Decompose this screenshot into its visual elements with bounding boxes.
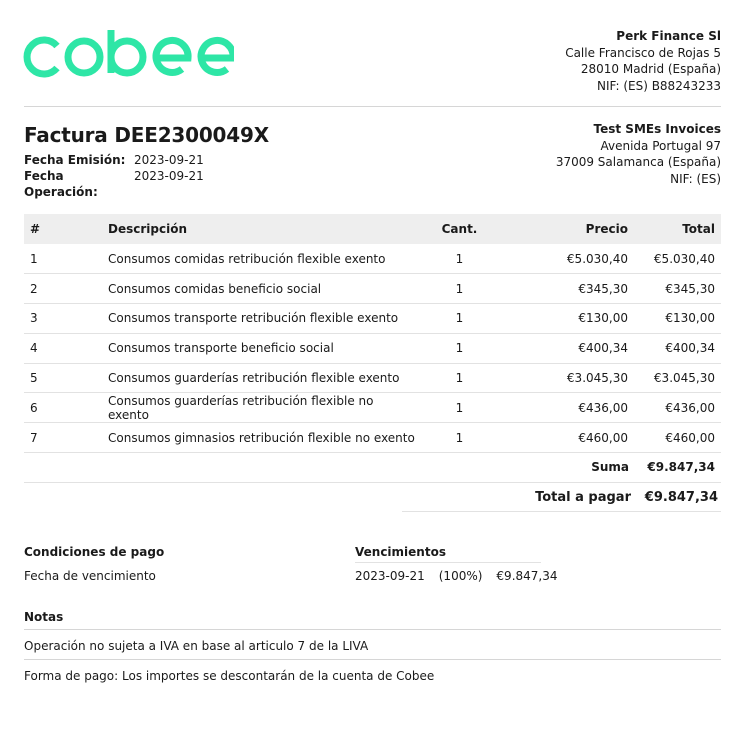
grand-total-value: €9.847,34 [644, 490, 718, 505]
table-row [24, 274, 721, 304]
row-quantity: 1 [422, 423, 497, 453]
row-number: 6 [24, 393, 102, 423]
row-description: Consumos guarderías retribución flexible no exento [102, 393, 422, 423]
buyer-info [556, 121, 721, 187]
invoice-title: Factura DEE2300049X [24, 123, 269, 147]
payment-conditions-value: Fecha de vencimiento [24, 569, 156, 583]
operation-date-label: Fecha Operación: [24, 169, 98, 199]
seller-address-line-1: Calle Francisco de Rojas 5 [565, 45, 721, 60]
row-price: €436,00 [497, 393, 634, 423]
cobee-logo [22, 28, 234, 84]
row-quantity: 1 [422, 274, 497, 304]
row-price: €400,34 [497, 333, 634, 363]
due-dates-label: Vencimientos [355, 545, 541, 563]
row-price: €345,30 [497, 274, 634, 304]
table-row [24, 363, 721, 393]
row-price: €130,00 [497, 304, 634, 334]
row-total: €3.045,30 [634, 363, 721, 393]
note-vat: Operación no sujeta a IVA en base al articulo 7 de la LIVA [24, 639, 721, 660]
row-description: Consumos comidas retribución flexible exento [102, 244, 422, 274]
issue-date-value: 2023-09-21 [134, 153, 204, 167]
row-number: 2 [24, 274, 102, 304]
table-row [24, 423, 721, 453]
row-total: €436,00 [634, 393, 721, 423]
row-number: 7 [24, 423, 102, 453]
subtotal-value: €9.847,34 [647, 460, 715, 474]
header-number: # [30, 222, 41, 236]
row-total: €5.030,40 [634, 244, 721, 274]
row-description: Consumos comidas beneficio social [102, 274, 422, 304]
row-number: 1 [24, 244, 102, 274]
payment-conditions-label: Condiciones de pago [24, 545, 165, 559]
row-total: €400,34 [634, 333, 721, 363]
row-total: €130,00 [634, 304, 721, 334]
row-quantity: 1 [422, 393, 497, 423]
row-price: €5.030,40 [497, 244, 634, 274]
buyer-nif: NIF: (ES) [670, 171, 721, 186]
header-price: Precio [585, 222, 628, 236]
row-number: 4 [24, 333, 102, 363]
header-description: Descripción [108, 222, 187, 236]
header-total: Total [682, 222, 715, 236]
table-row [24, 333, 721, 363]
table-row [24, 244, 721, 274]
grand-total-row [402, 483, 721, 512]
buyer-name: Test SMEs Invoices [593, 122, 721, 136]
buyer-address-line-1: Avenida Portugal 97 [600, 138, 721, 153]
row-quantity: 1 [422, 244, 497, 274]
operation-date-value: 2023-09-21 [134, 169, 204, 183]
subtotal-row [24, 454, 721, 483]
table-row [24, 304, 721, 334]
header-quantity: Cant. [441, 222, 478, 236]
seller-nif: NIF: (ES) B88243233 [596, 78, 721, 93]
row-total: €345,30 [634, 274, 721, 304]
buyer-address-line-2: 37009 Salamanca (España) [555, 155, 721, 169]
row-quantity: 1 [422, 304, 497, 334]
row-price: €3.045,30 [497, 363, 634, 393]
row-description: Consumos guarderías retribución flexible exento [102, 363, 422, 393]
due-dates-row [355, 569, 572, 583]
row-description: Consumos transporte beneficio social [102, 333, 422, 363]
row-quantity: 1 [422, 363, 497, 393]
header-divider [24, 106, 721, 107]
row-number: 5 [24, 363, 102, 393]
row-description: Consumos transporte retribución flexible exento [102, 304, 422, 334]
invoice-dates [24, 152, 204, 200]
grand-total-label: Total a pagar [535, 490, 631, 505]
due-percent: (100%) [438, 569, 483, 583]
issue-date-label: Fecha Emisión: [24, 153, 126, 167]
seller-name: Perk Finance Sl [616, 29, 721, 43]
invoice-items-table [24, 214, 721, 453]
seller-info [565, 28, 721, 94]
notes-label: Notas [24, 610, 721, 630]
row-price: €460,00 [497, 423, 634, 453]
row-description: Consumos gimnasios retribución flexible no exento [102, 423, 422, 453]
subtotal-label: Suma [591, 460, 629, 474]
due-amount: €9.847,34 [496, 569, 558, 583]
note-payment-method: Forma de pago: Los importes se descontarán de la cuenta de Cobee [24, 669, 435, 683]
row-total: €460,00 [634, 423, 721, 453]
table-header-row [24, 214, 721, 244]
due-date: 2023-09-21 [355, 569, 425, 583]
table-row [24, 393, 721, 423]
seller-address-line-2: 28010 Madrid (España) [580, 62, 721, 76]
row-quantity: 1 [422, 333, 497, 363]
row-number: 3 [24, 304, 102, 334]
